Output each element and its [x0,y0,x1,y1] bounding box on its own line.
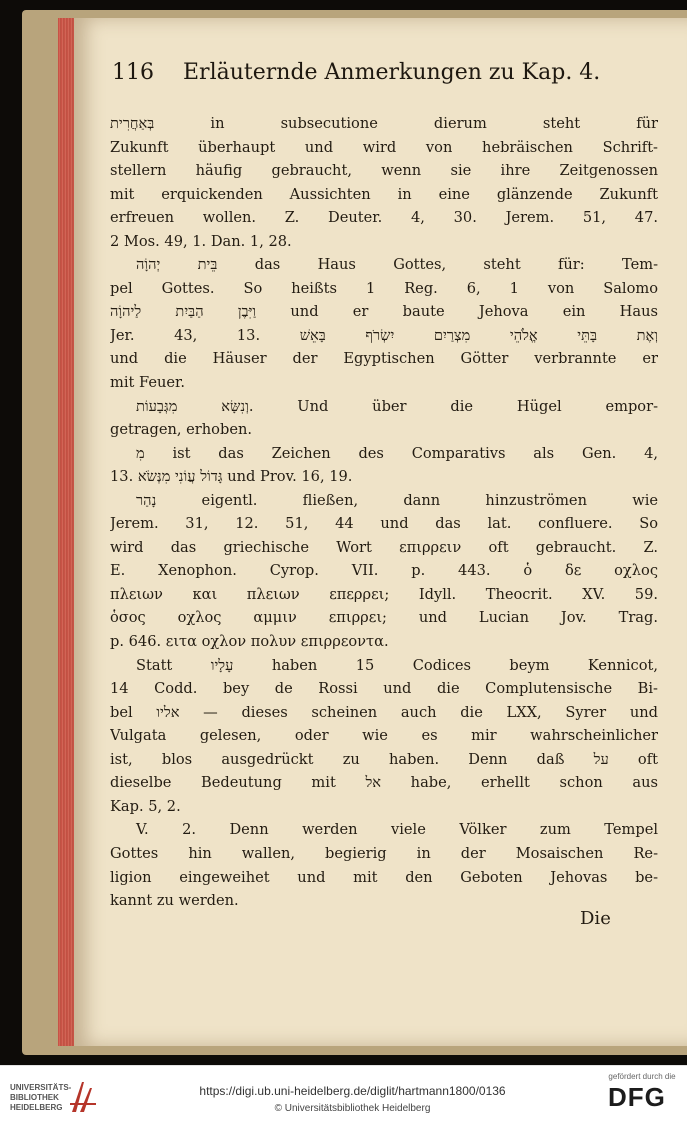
text-line: וְנִשָּׂא מִגְּבָעוֹת. Und über die Hügel empor- [136,397,658,415]
page-number: 116 [112,60,154,85]
text-line: E. Xenophon. Cyrop. VII. p. 443. ὁ δε οχλος [110,562,658,580]
text-line: Gottes hin wallen, begierig in der Mosaischen Re- [110,844,658,862]
text-line: ist, blos ausgedrückt zu haben. Denn daß על oft [110,750,658,768]
text-line: dieselbe Bedeutung mit אל habe, erhellt schon aus [110,774,658,792]
text-line: V. 2. Denn werden viele Völker zum Tempel [136,821,658,839]
text-line: Jer. 43, 13. וְאֶת בָּתֵּי אֱלֹהֵי מִצְרַיִם יִשְׂרֹף בָּאֵשׁ [110,326,658,344]
library-name-line: HEIDELBERG [10,1103,63,1112]
text-line: pel Gottes. So heißts 1 Reg. 6, 1 von Salomo [110,279,658,297]
text-line: mit Feuer. [110,374,186,392]
text-line: kannt zu werden. [110,892,239,910]
text-line: ὁσος οχλος αμμιν επιρρει; und Lucian Jov. Trag. [110,609,658,627]
text-line: Kap. 5, 2. [110,797,181,815]
text-line: 14 Codd. bey de Rossi und die Complutensische Bi- [110,680,658,698]
text-line: ligion eingeweihet und mit den Geboten Jehovas be- [110,868,658,886]
viewer-footer [0,1065,687,1123]
text-line: מִ ist das Zeichen des Comparativs als Gen. 4, [136,444,658,462]
body-text [110,112,658,913]
text-line: wird das griechische Wort επιρρειν oft gebraucht. Z. [110,538,658,556]
copyright-notice: © Universitätsbibliothek Heidelberg [274,1103,431,1114]
catchword: Die [580,908,611,929]
text-line: 13. גָּדוֹל עֲוֹנִי מִנְּשֹׂא und Prov. 16, 19. [110,468,353,486]
running-title: Erläuternde Anmerkungen zu Kap. 4. [183,60,601,85]
red-page-edge [58,18,74,1046]
library-logo-icon[interactable] [68,1078,98,1114]
dfg-logo[interactable]: DFG [608,1082,666,1112]
text-line: נָהַר eigentl. fließen, dann hinzuströmen wie [136,491,658,509]
library-name-line: UNIVERSITÄTS- [10,1083,72,1092]
permalink-url[interactable]: https://digi.ub.uni-heidelberg.de/diglit/hartmann1800/0136 [199,1084,506,1098]
text-line: Jerem. 31, 12. 51, 44 und das lat. confluere. So [110,515,658,533]
text-line: וַיִּבֶן הַבַּיִת לַיהוָֹה und er baute Jehova ein Haus [110,303,658,321]
library-name-line: BIBLIOTHEK [10,1093,59,1102]
text-line: getragen, erhoben. [110,421,252,439]
text-line: stellern häufig gebraucht, wenn sie ihre Zeitgenossen [110,162,658,180]
text-line: bel אליו — dieses scheinen auch die LXX, Syrer und [110,703,658,721]
text-line: בְּאַחֲרִית in subsecutione dierum steht für [110,115,658,132]
text-line: 2 Mos. 49, 1. Dan. 1, 28. [110,232,292,250]
text-line: p. 646. ειτα οχλον πολυν επιρρεοντα. [110,633,389,651]
text-line: Zukunft überhaupt und wird von hebräischen Schrift- [110,138,658,156]
text-line: Statt עָלָיו haben 15 Codices beym Kennicot, [136,656,658,674]
text-line: und die Häuser der Egyptischen Götter verbrannte er [110,350,658,368]
text-line: בֵּית יְהוָֹה das Haus Gottes, steht für: Tem- [136,256,658,274]
funder-note: gefördert durch die [608,1072,676,1081]
text-line: erfreuen wollen. Z. Deuter. 4, 30. Jerem. 51, 47. [110,209,658,227]
text-line: πλειων και πλειων επερρει; Idyll. Theocrit. XV. 59. [110,585,658,603]
text-line: Vulgata gelesen, oder wie es mir wahrscheinlicher [110,727,658,745]
running-header [112,60,632,85]
text-line: mit erquickenden Aussichten in eine glänzende Zukunft [110,185,658,203]
library-name[interactable] [10,1083,71,1113]
